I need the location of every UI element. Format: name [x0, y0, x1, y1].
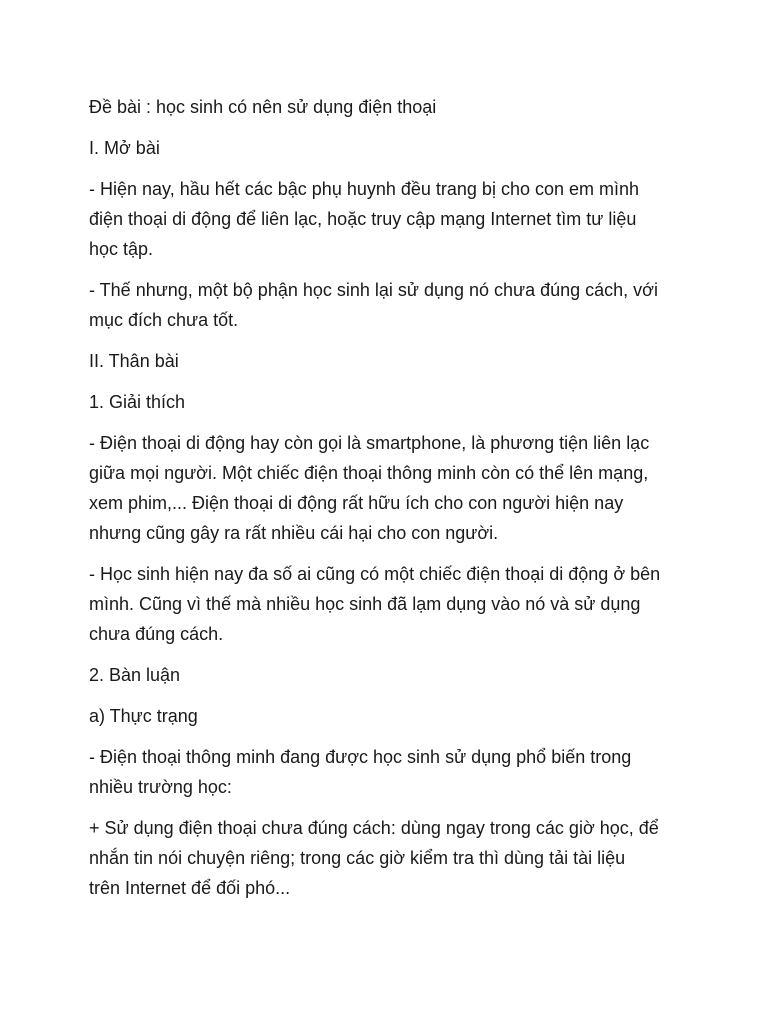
paragraph: - Học sinh hiện nay đa số ai cũng có một chiếc điện thoại di động ở bên mình. Cũng vì thế mà nhiều học sinh đã lạm dụng vào nó và sử dụng chưa đúng cách. — [89, 564, 661, 644]
paragraph: - Điện thoại di động hay còn gọi là smartphone, là phương tiện liên lạc giữa mọi người. Một chiếc điện thoại thông minh còn có thể lên mạng, xem phim,... Điện thoại di động rất hữu ích cho con người hiện nay nhưng cũng gây ra rất nhiều cái hại cho con người. — [89, 433, 650, 543]
essay-title: Đề bài : học sinh có nên sử dụng điện thoại — [89, 97, 437, 117]
paragraph: - Hiện nay, hầu hết các bậc phụ huynh đều trang bị cho con em mình điện thoại di động để liên lạc, hoặc truy cập mạng Internet tìm tư liệu học tập. — [89, 179, 640, 259]
subsection-heading: 1. Giải thích — [89, 392, 186, 412]
paragraph: - Thế nhưng, một bộ phận học sinh lại sử dụng nó chưa đúng cách, với mục đích chưa tốt. — [89, 280, 658, 330]
paragraph: + Sử dụng điện thoại chưa đúng cách: dùng ngay trong các giờ học, để nhắn tin nói chuyện riêng; trong các giờ kiểm tra thì dùng tải tài liệu trên Internet để đối phó... — [89, 818, 659, 898]
document-body — [89, 92, 689, 914]
paragraph: - Điện thoại thông minh đang được học sinh sử dụng phổ biến trong nhiều trường học: — [89, 747, 632, 797]
section-heading-intro: I. Mở bài — [89, 138, 160, 158]
subsection-heading: 2. Bàn luận — [89, 665, 181, 685]
section-heading-body: II. Thân bài — [89, 351, 179, 371]
subsection-heading: a) Thực trạng — [89, 706, 198, 726]
